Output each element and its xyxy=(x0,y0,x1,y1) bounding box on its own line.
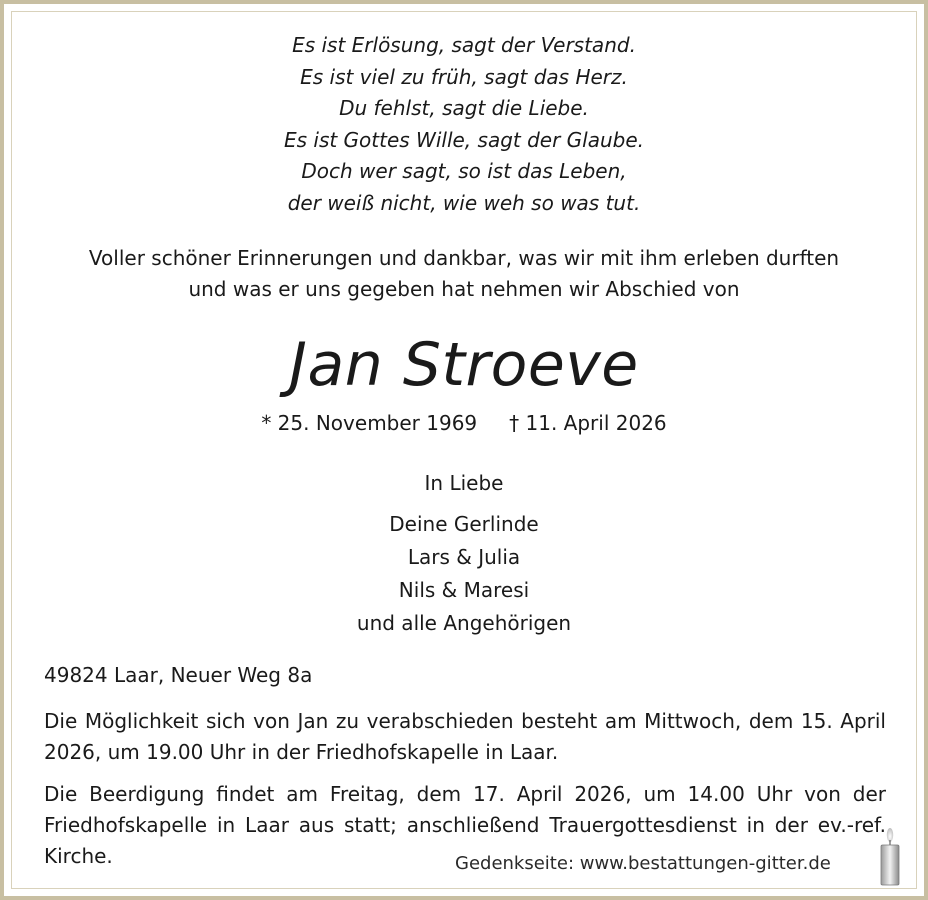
intro-text xyxy=(0,243,928,305)
poem-line: Es ist Gottes Wille, sagt der Glaube. xyxy=(283,127,645,152)
poem-line: Du fehlst, sagt die Liebe. xyxy=(339,96,589,120)
intro-line: und was er uns gegeben hat nehmen wir Abschied von xyxy=(188,277,740,301)
family-signature xyxy=(0,467,928,640)
life-dates xyxy=(0,408,928,438)
memorial-page-link[interactable]: Gedenkseite: www.bestattungen-gitter.de xyxy=(455,853,831,874)
family-member: Lars & Julia xyxy=(407,545,521,569)
birth-date: * 25. November 1969 xyxy=(261,411,478,435)
candle-icon xyxy=(877,826,903,886)
poem-line: Es ist viel zu früh, sagt das Herz. xyxy=(300,64,628,89)
family-member: Deine Gerlinde xyxy=(389,512,539,536)
poem-line: Es ist Erlösung, sagt der Verstand. xyxy=(292,33,636,57)
poem-line: Doch wer sagt, so ist das Leben, xyxy=(301,159,627,183)
family-heading: In Liebe xyxy=(424,471,504,495)
poem-line: der weiß nicht, wie weh so was tut. xyxy=(287,190,641,215)
intro-line: Voller schöner Erinnerungen und dankbar, was wir mit ihm erleben durften xyxy=(88,246,840,270)
farewell-paragraph: Die Möglichkeit sich von Jan zu verabschieden besteht am Mittwoch, dem 15. April 2026, um 19.00 Uhr in der Friedhofskapelle in Laar. xyxy=(44,709,886,764)
deceased-name: Jan Stroeve xyxy=(289,330,639,400)
family-member: und alle Angehörigen xyxy=(356,611,572,635)
address: 49824 Laar, Neuer Weg 8a xyxy=(44,663,313,687)
funeral-paragraph: Die Beerdigung findet am Freitag, dem 17. April 2026, um 14.00 Uhr von der Friedhofskapelle in Laar aus statt; anschließend Trauergottesdienst in der ev.-ref. Kirche. xyxy=(44,782,886,868)
death-date: † 11. April 2026 xyxy=(509,411,667,435)
poem xyxy=(0,30,928,219)
family-member: Nils & Maresi xyxy=(398,578,530,602)
